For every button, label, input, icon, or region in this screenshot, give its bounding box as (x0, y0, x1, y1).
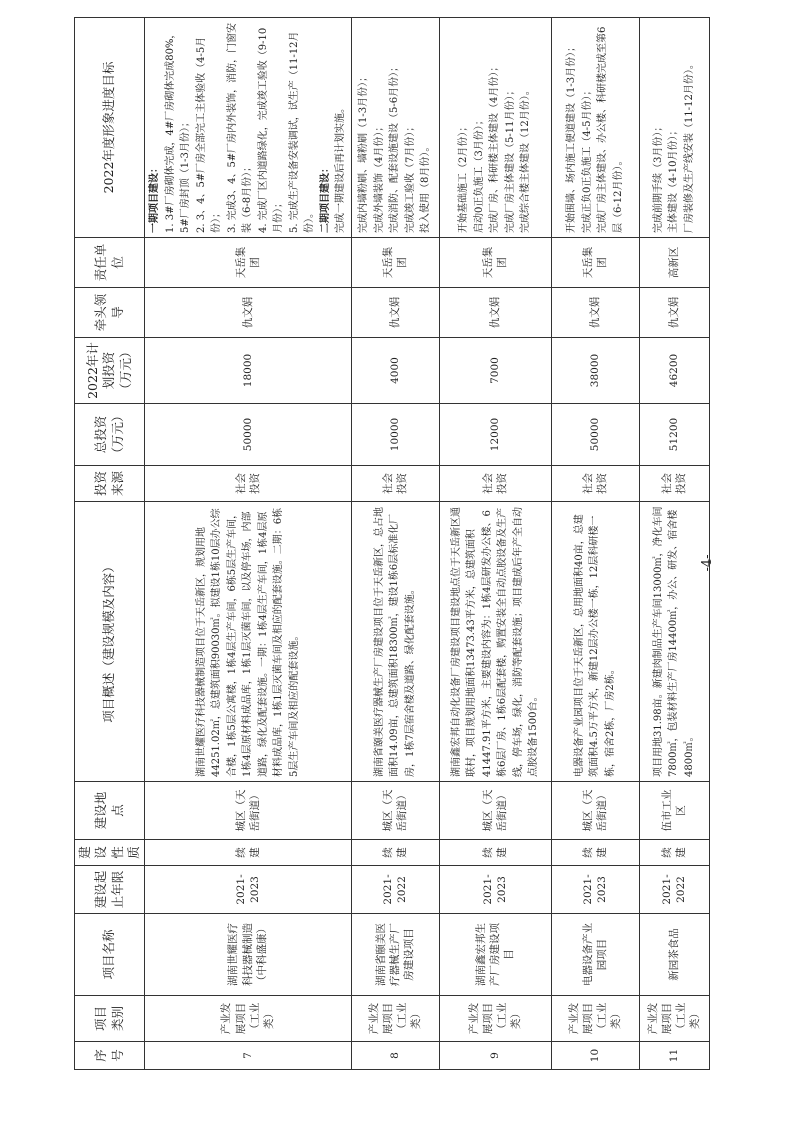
row-unit: 天岳集团 (145, 238, 352, 288)
row-unit: 天岳集团 (439, 238, 551, 288)
row-goal (439, 18, 551, 238)
row-goal (351, 18, 439, 238)
goal-line: 3. 完成3、4、5#厂房内外装饰，消防，门窗安装（6-8月份）； (226, 22, 253, 233)
row-nature: 续建 (639, 840, 709, 866)
row-total: 50000 (145, 404, 352, 466)
goal-line: 完成竣工验收（7月份）； (404, 121, 416, 233)
goal-line: 2. 3、4、5#厂房全部完工主体验收（4-5月份）； (195, 36, 222, 233)
row-overview: 电器设备产业园项目位于天岳新区，总用地面积40亩，总建筑面积4.5万平方米，新建12层办公楼一栋，12层科研楼一栋，宿舍2栋，厂房2栋。 (551, 502, 639, 782)
header-seq: 序号 (75, 1042, 145, 1070)
header-goal: 2022年度形象进度目标 (75, 18, 145, 238)
table-body (145, 18, 710, 1070)
row-leader: 仇文娟 (351, 288, 439, 338)
row-location: 城区（天岳街道） (551, 782, 639, 840)
row-seq: 11 (639, 1042, 709, 1070)
row-period: 2021-2022 (351, 866, 439, 914)
table-row (351, 18, 439, 1070)
goal-line: 开始围墙、场内施工便道建设（1-3月份）； (566, 41, 577, 233)
goal-line: 投入使用（8月份）。 (420, 141, 432, 233)
goal-line: 完成外墙装饰（4月份）； (373, 121, 385, 233)
header-source: 投资来源 (75, 466, 145, 502)
goal-line: 5. 完成生产设备安装调试，试生产（11-12月份）。 (288, 31, 315, 233)
goal-line: 完成消防、配套设施建设（5-6月份）； (389, 61, 401, 233)
goal-line: 完成厂房主体建设（5-11月份）； (504, 85, 516, 233)
row-category: 产业发展项目（工业类） (351, 996, 439, 1042)
row-period: 2021-2022 (639, 866, 709, 914)
row-plan: 7000 (439, 338, 551, 404)
row-category: 产业发展项目（工业类） (551, 996, 639, 1042)
goal-line: 完成正负0正负施工（4-5月份）； (581, 85, 593, 233)
goal-line: 4. 完成厂区内道路绿化，完成竣工验收（9-10月份）； (257, 27, 284, 233)
row-category: 产业发展项目（工业类） (145, 996, 352, 1042)
header-plan: 2022年计划投资（万元） (75, 338, 145, 404)
row-period: 2021-2023 (551, 866, 639, 914)
table-row (639, 18, 709, 1070)
goal-line: 完成综合楼主体建设（12月份）。 (520, 85, 532, 233)
goal-line: 厂房装修及生产线安装（11-12月份）。 (683, 59, 695, 233)
row-total: 50000 (551, 404, 639, 466)
row-leader: 仇文娟 (551, 288, 639, 338)
row-overview: 湖南鑫宏邦自动化设备厂房建设项目建设地点位于天岳新区通联村，项目规划用地面积13473.43平方米，总建筑面积41447.91平方米，主要建设内容为：1栋4层研发办公楼、6栋6层厂房、1栋6层配套楼，购置安装全自动点胶设备及生产线，停车场，绿化，消防等配套设施；项目建成后年产全自动点胶设备1500台。 (439, 502, 551, 782)
goal-line: 二期项目建设： (319, 163, 331, 233)
row-goal (639, 18, 709, 238)
table-row (551, 18, 639, 1070)
row-seq: 7 (145, 1042, 352, 1070)
row-total: 12000 (439, 404, 551, 466)
row-plan: 4000 (351, 338, 439, 404)
row-unit: 高新区 (639, 238, 709, 288)
row-nature: 续建 (551, 840, 639, 866)
header-name: 项目名称 (75, 914, 145, 996)
row-name: 电器设备产业园项目 (551, 914, 639, 996)
table-row (145, 18, 352, 1070)
row-seq: 10 (551, 1042, 639, 1070)
row-source: 社会投资 (551, 466, 639, 502)
row-source: 社会投资 (145, 466, 352, 502)
row-leader: 仇文娟 (639, 288, 709, 338)
goal-line: 开始基础施工（2月份）； (458, 121, 470, 233)
row-name: 湖南鑫宏邦生产厂房建设项目 (439, 914, 551, 996)
row-leader: 仇文娟 (145, 288, 352, 338)
header-location: 建设地点 (75, 782, 145, 840)
header-category: 项目类别 (75, 996, 145, 1042)
row-location: 城区（天岳街道） (145, 782, 352, 840)
row-nature: 续建 (439, 840, 551, 866)
row-overview: 湖南世耀医疗科技器械制造项目位于天岳新区，规划用地44251.02㎡，总建筑面积90030㎡。拟建设1栋10层办公综合楼，1栋5层公寓楼，1栋4层生产车间，6栋5层生产车间，1栋4层原材料成品库，1栋1层灭菌车间，以及停车场，内部道路，绿化及配套设施。一期：1栋4层生产车间，1栋4层原材料成品库，1栋1层灭菌车间及相应的配套设施。二期：6栋5层生产车间及相应的配套设施。 (145, 502, 352, 782)
row-overview: 项目用地31.98亩。新建肉制品生产车间13000㎡，净化车间7800㎡，包装材料生产厂房14400㎡，办公、研发、宿舍楼4800㎡。 (639, 502, 709, 782)
row-category: 产业发展项目（工业类） (639, 996, 709, 1042)
project-table (74, 17, 710, 1070)
goal-line: 完成前期手续（3月份）； (652, 121, 664, 233)
row-plan: 46200 (639, 338, 709, 404)
header-row (75, 18, 145, 1070)
row-source: 社会投资 (439, 466, 551, 502)
row-location: 城区（天岳街道） (439, 782, 551, 840)
row-name: 湖南省颐美医疗器械生产厂房建设项目 (351, 914, 439, 996)
row-unit: 天岳集团 (551, 238, 639, 288)
row-category: 产业发展项目（工业类） (439, 996, 551, 1042)
header-overview: 项目概述（建设规模及内容） (75, 502, 145, 782)
header-total: 总投资（万元） (75, 404, 145, 466)
goal-line: 完成内墙粉刷、墙粉刷（1-3月份）； (358, 71, 370, 233)
row-nature: 续建 (351, 840, 439, 866)
rotated-table-wrapper (74, 18, 702, 1070)
row-location: 伍市工业区 (639, 782, 709, 840)
header-period: 建设起止年限 (75, 866, 145, 914)
row-unit: 天岳集团 (351, 238, 439, 288)
row-plan: 38000 (551, 338, 639, 404)
row-goal (145, 18, 352, 238)
page-number: -4- (700, 554, 715, 572)
row-overview: 湖南省颐美医疗器械生产厂房建设项目位于天岳新区，总占地面积14.09亩，总建筑面积18300㎡，建设1栋6层标准化厂房，1栋7层宿舍楼及道路、绿化配套设施。 (351, 502, 439, 782)
row-plan: 18000 (145, 338, 352, 404)
goal-line: 主体建设（4-10月份）； (668, 125, 680, 233)
row-leader: 仇文娟 (439, 288, 551, 338)
row-seq: 8 (351, 1042, 439, 1070)
row-period: 2021-2023 (439, 866, 551, 914)
row-source: 社会投资 (351, 466, 439, 502)
row-seq: 9 (439, 1042, 551, 1070)
row-source: 社会投资 (639, 466, 709, 502)
row-total: 10000 (351, 404, 439, 466)
row-total: 51200 (639, 404, 709, 466)
header-unit: 责任单位 (75, 238, 145, 288)
row-period: 2021-2023 (145, 866, 352, 914)
header-nature: 建设性质 (75, 840, 145, 866)
row-nature: 续建 (145, 840, 352, 866)
goal-line: 启动0正负施工（3月份）； (473, 115, 485, 233)
row-name: 湖南世耀医疗科技器械制造（中科盛康） (145, 914, 352, 996)
goal-line: 1. 3#厂房砌体完成，4#厂房砌体完成80%，5#厂房封顶（1-3月份）； (164, 28, 191, 233)
table-row (439, 18, 551, 1070)
row-location: 城区（天岳街道） (351, 782, 439, 840)
goal-line: 完成厂房、科研楼主体建设（4月份）； (489, 61, 501, 233)
goal-line: 完成厂房主体建设、办公楼、科研楼完成至第6层（6-12月份）。 (597, 26, 624, 233)
goal-line: 完成一期建设后再计划实施。 (335, 103, 346, 233)
goal-line: 一期项目建设： (149, 163, 160, 233)
row-goal (551, 18, 639, 238)
header-leader: 牵头领导 (75, 288, 145, 338)
row-name: 新园茶食品 (639, 914, 709, 996)
